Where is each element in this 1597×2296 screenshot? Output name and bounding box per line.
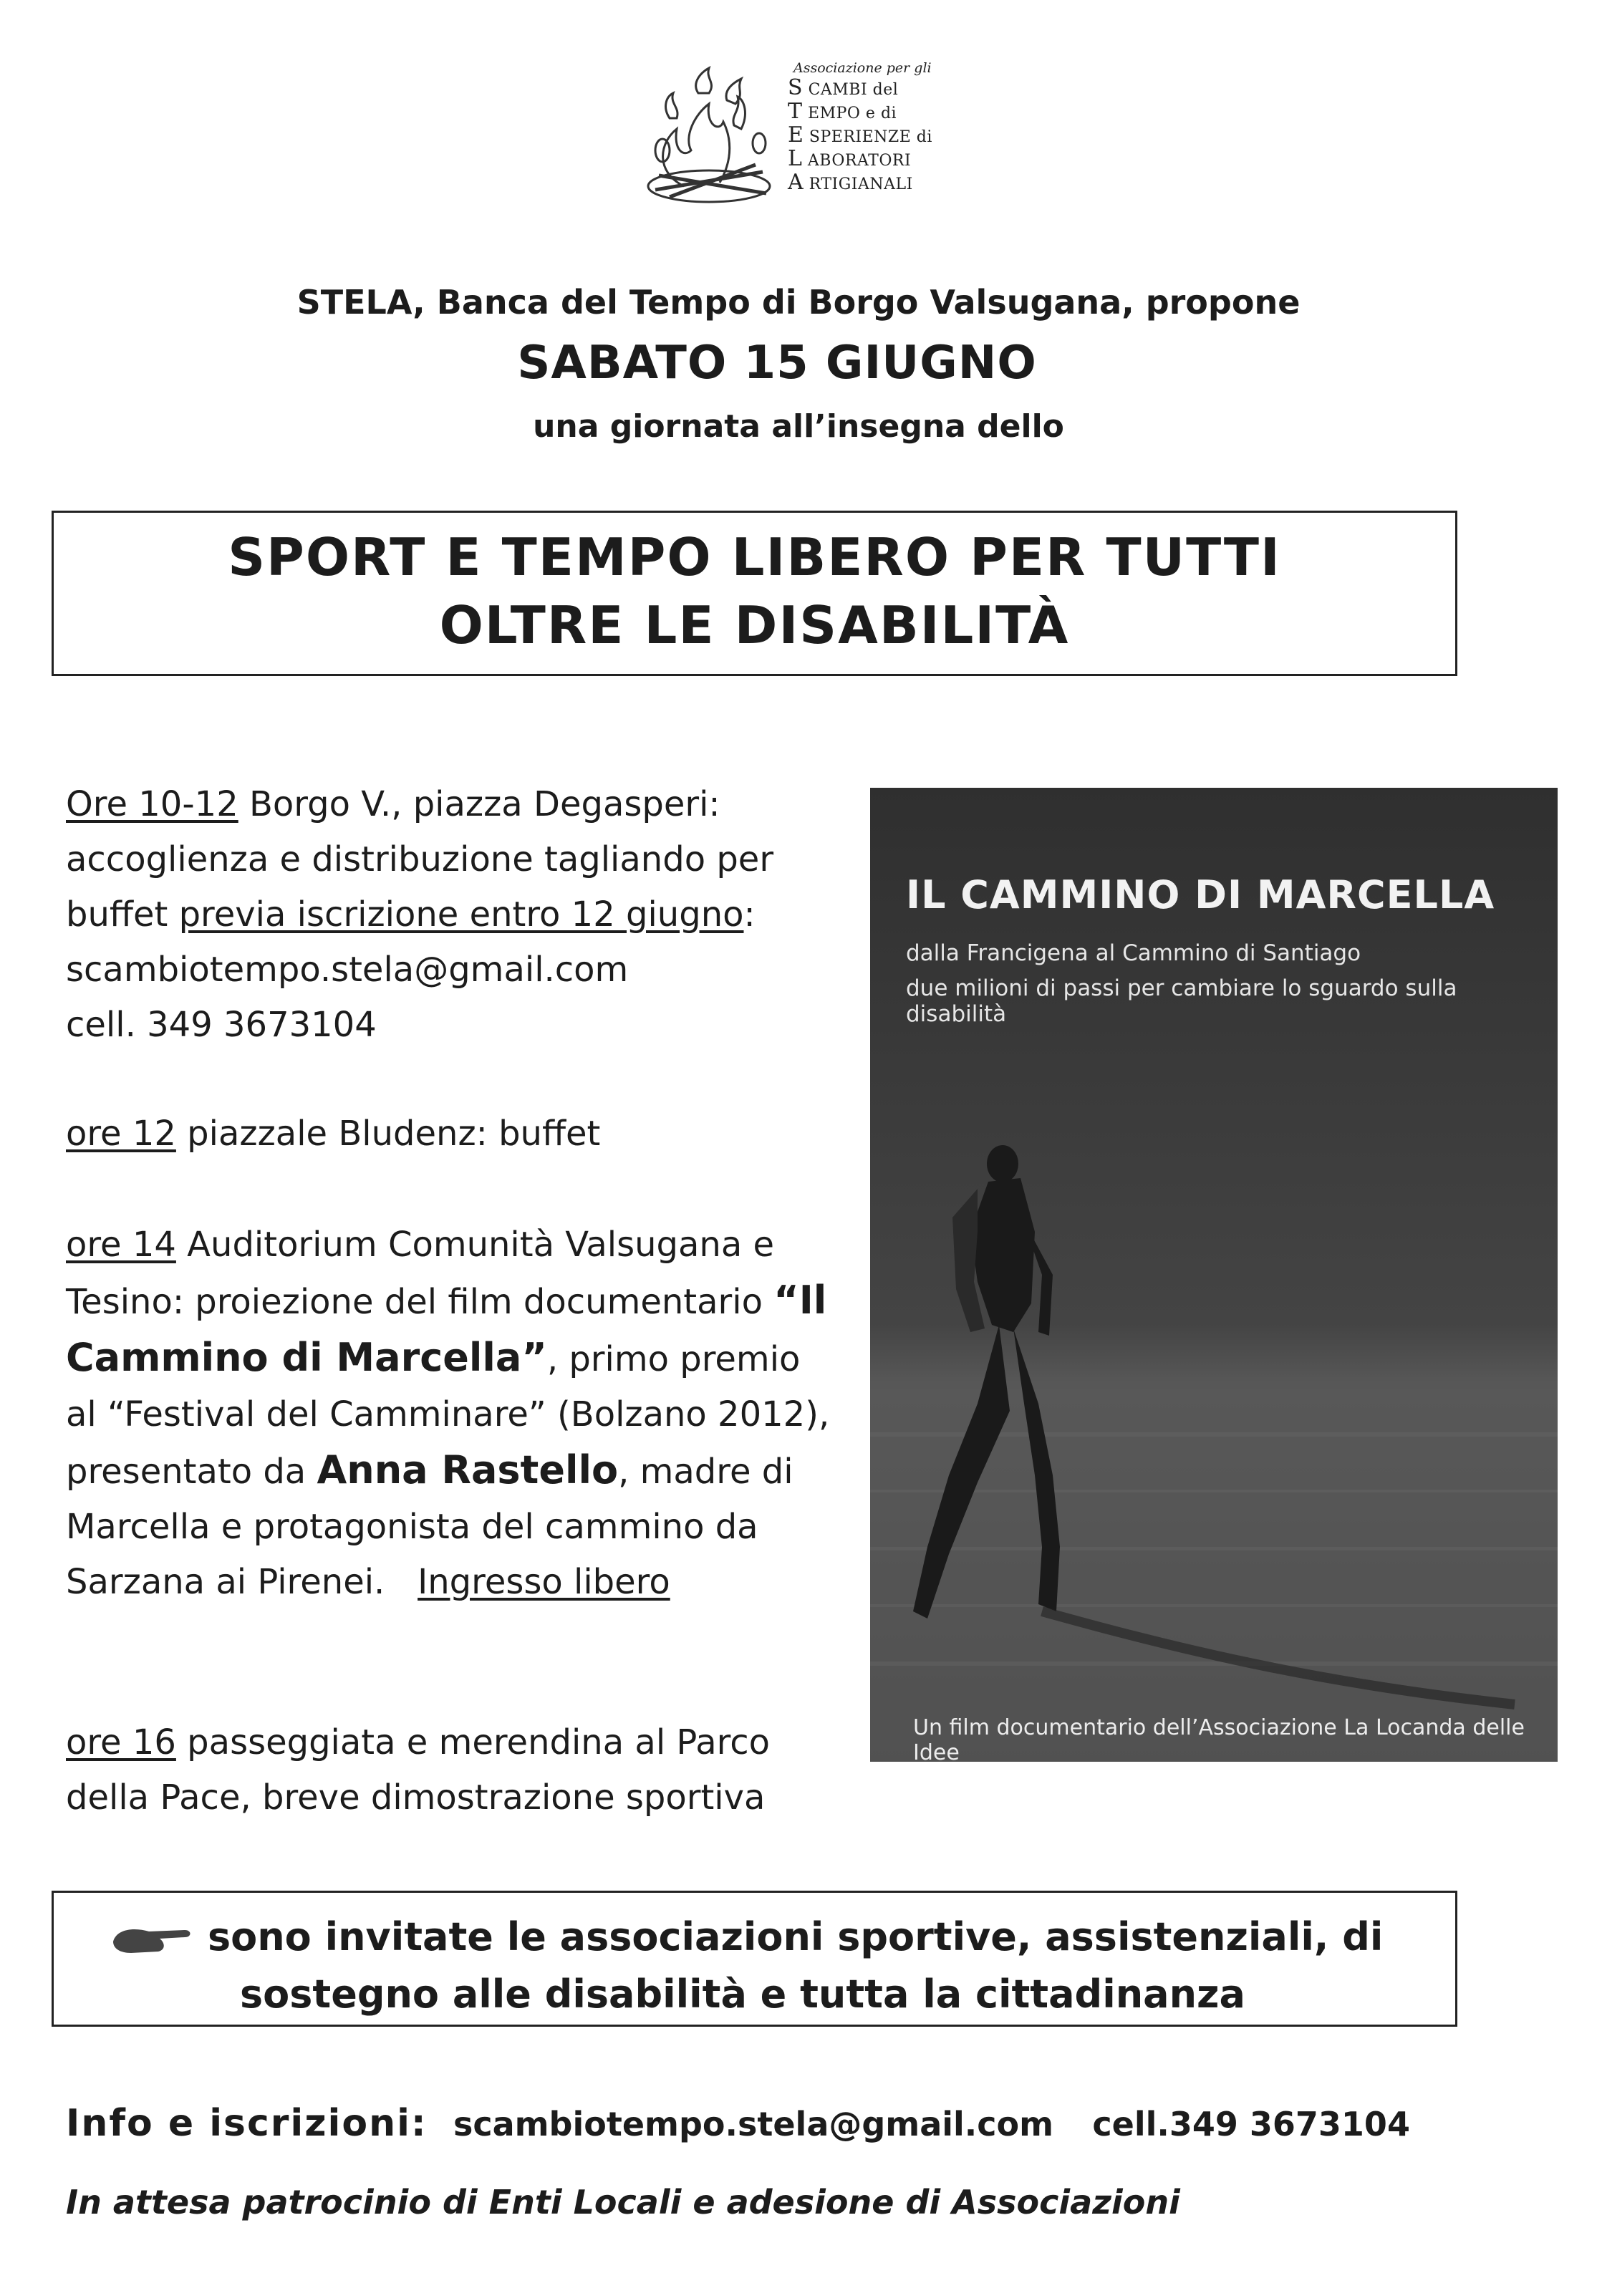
logo-line: E SPERIENZE di <box>788 122 932 148</box>
logo-line: L ABORATORI <box>788 146 912 171</box>
registration-deadline: previa iscrizione entro 12 giugno <box>178 894 744 935</box>
info-email: scambiotempo.stela@gmail.com <box>453 2105 1054 2143</box>
logo-line: A RTIGIANALI <box>788 170 913 195</box>
poster-subtitle-1: dalla Francigena al Cammino di Santiago <box>906 940 1361 966</box>
program-item-14: ore 14 Auditorium Comunità Valsugana e Tesino: proiezione del film documentario “Il Cammino di Marcella”, primo premio al “Festival del Camminare” (Bolzano 2012), presentato da Anna Rastello, madre di Marcella e protagonista del cammino da Sarzana ai Pirenei. Ingresso libero <box>66 1225 830 1602</box>
contact-phone: cell. 349 3673104 <box>66 1005 377 1045</box>
program-item-12: ore 12 piazzale Bludenz: buffet <box>66 1114 601 1154</box>
poster-credit: Un film documentario dell’Associazione La Locanda delle Idee <box>913 1715 1525 1762</box>
program-time: ore 14 <box>66 1225 176 1265</box>
program-time: Ore 10-12 <box>66 784 238 824</box>
flame-logo-icon <box>641 64 777 208</box>
program-item-16: ore 16 passeggiata e merendina al Parco della Pace, breve dimostrazione sportiva <box>66 1722 771 1818</box>
program-time: ore 12 <box>66 1114 176 1154</box>
association-logo <box>641 50 970 236</box>
poster-subtitle-2: due milioni di passi per cambiare lo sguardo sulla disabilità <box>906 975 1457 1027</box>
event-date: SABATO 15 GIUGNO <box>517 337 1037 390</box>
poster-photo <box>870 788 1558 1762</box>
invite-text-line-1: sono invitate le associazioni sportive, assistenziali, di <box>208 1914 1384 1959</box>
info-label: Info e iscrizioni: <box>66 2102 428 2145</box>
info-contacts <box>66 2102 1410 2145</box>
logo-line: T EMPO e di <box>788 99 897 124</box>
presenter-name: Anna Rastello <box>317 1447 619 1492</box>
logo-line: S CAMBI del <box>788 75 899 100</box>
pointing-hand-icon <box>110 1921 196 1957</box>
free-entry-note: Ingresso libero <box>418 1562 670 1602</box>
logo-wordmark <box>788 59 932 196</box>
title-box <box>52 511 1457 676</box>
film-title: “Il Cammino di Marcella” <box>66 1278 827 1380</box>
program-item-10-12: Ore 10-12 Borgo V., piazza Degasperi: accoglienza e distribuzione tagliando per buffet previa iscrizione entro 12 giugno: scambiotempo.stela@gmail.com cell. 349 3673104 <box>66 784 774 1045</box>
contact-email: scambiotempo.stela@gmail.com <box>66 950 629 990</box>
program-time: ore 16 <box>66 1722 176 1762</box>
event-title-line-1: SPORT E TEMPO LIBERO PER TUTTI <box>228 527 1281 587</box>
event-title-line-2: OLTRE LE DISABILITÀ <box>439 595 1070 655</box>
header-organizer: STELA, Banca del Tempo di Borgo Valsugana, propone <box>296 283 1301 322</box>
invite-box <box>52 1891 1457 2027</box>
poster-title: IL CAMMINO DI MARCELLA <box>906 872 1495 917</box>
info-phone: cell.349 3673104 <box>1092 2105 1410 2143</box>
logo-assoc-label: Associazione per gli <box>793 60 932 76</box>
header-intro: una giornata all’insegna dello <box>533 408 1064 445</box>
patronage-note: In attesa patrocinio di Enti Locali e adesione di Associazioni <box>66 2183 1180 2222</box>
invite-text-line-2: sostegno alle disabilità e tutta la cittadinanza <box>240 1972 1245 2017</box>
film-poster <box>870 788 1558 1762</box>
